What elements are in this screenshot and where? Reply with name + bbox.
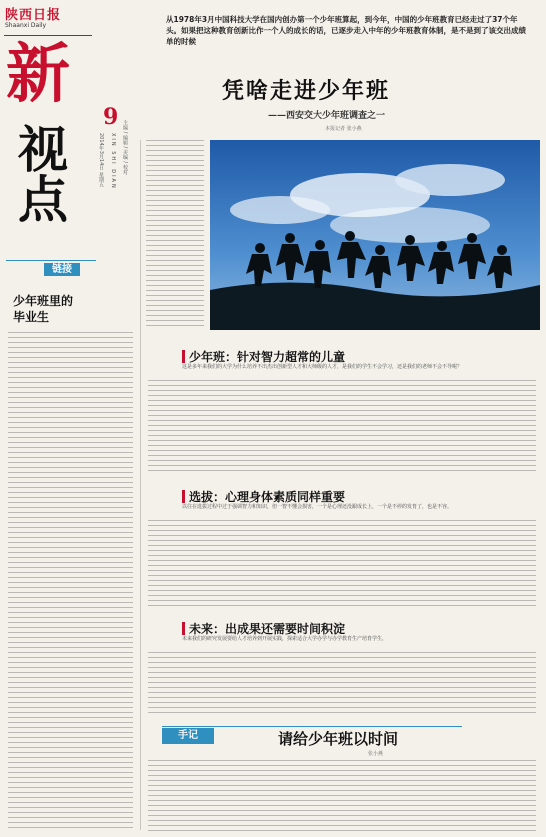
section-1-title: 少年班：针对智力超常的儿童 xyxy=(189,350,346,364)
sidebar-title-1: 少年班里的 xyxy=(13,294,74,308)
section-3-body xyxy=(148,652,536,714)
section-char-new: 新 xyxy=(6,37,70,112)
paper-name: 陕西日报 xyxy=(5,8,62,23)
section-2-body xyxy=(148,520,536,608)
section-1-summary: 这是多年来我们的大学为什么培养不出杰出创新型人才和大师级的人才，是我们的学生不会学习，还是我们的老师不会不导呢？ xyxy=(182,364,463,370)
sidebar-title-2: 毕业生 xyxy=(13,310,50,324)
sidebar-body-text xyxy=(8,332,133,832)
page-number: 9 xyxy=(103,104,119,130)
column-byline: 张小燕 xyxy=(368,751,384,757)
date-info: 2014年3月14日 星期五 xyxy=(98,133,104,187)
column xyxy=(146,722,540,837)
section-2 xyxy=(146,478,540,608)
section-1 xyxy=(146,336,540,476)
masthead xyxy=(0,0,140,255)
column-body xyxy=(148,760,536,835)
section-2-title: 选拔：心理身体素质同样重要 xyxy=(189,490,346,504)
lead-paragraph: 从1978年3月中国科技大学在国内创办第一个少年班算起，到今年，中国的少年班教育已经走过了37个年头。如果把这种教育创新比作一个人的成长的话，已逐步走入中年的少年班教育体制，是不是到了该交出成绩单的时候 xyxy=(166,15,526,46)
headline: 凭啥走进少年班 xyxy=(222,78,391,104)
sidebar xyxy=(0,258,140,837)
section-char-view: 视点 xyxy=(10,123,69,223)
paper-name-en: Shaanxi Daily xyxy=(5,22,47,29)
column-title: 请给少年班以时间 xyxy=(278,730,399,748)
pinyin-label: XIN SHI DIAN xyxy=(110,133,116,190)
editor-info: 主编 / 编辑 / 美编 / 校对 xyxy=(122,120,128,175)
intro-text xyxy=(146,140,204,330)
section-3 xyxy=(146,610,540,718)
link-tag: 链接 xyxy=(44,263,80,276)
column-tag: 手记 xyxy=(162,728,214,744)
headline-subtitle: ——西安交大少年班调查之一 xyxy=(268,111,386,121)
section-3-summary: 未来我们的研究发展要给人才培养到开展实践，探索适合大学办学与办学教育生产培育学生， xyxy=(182,636,388,642)
jumping-students-photo xyxy=(210,140,540,330)
byline: 本报记者 张小燕 xyxy=(325,126,362,132)
section-1-body xyxy=(148,380,536,472)
section-3-title: 未来：出成果还需要时间积淀 xyxy=(189,622,346,636)
section-2-summary: 以往在选拔过程中过于强调智力和知识，但一智不懂会损害，一个是心理还没跟成长上，一个是不停的发育了，也是不容。 xyxy=(182,504,453,510)
